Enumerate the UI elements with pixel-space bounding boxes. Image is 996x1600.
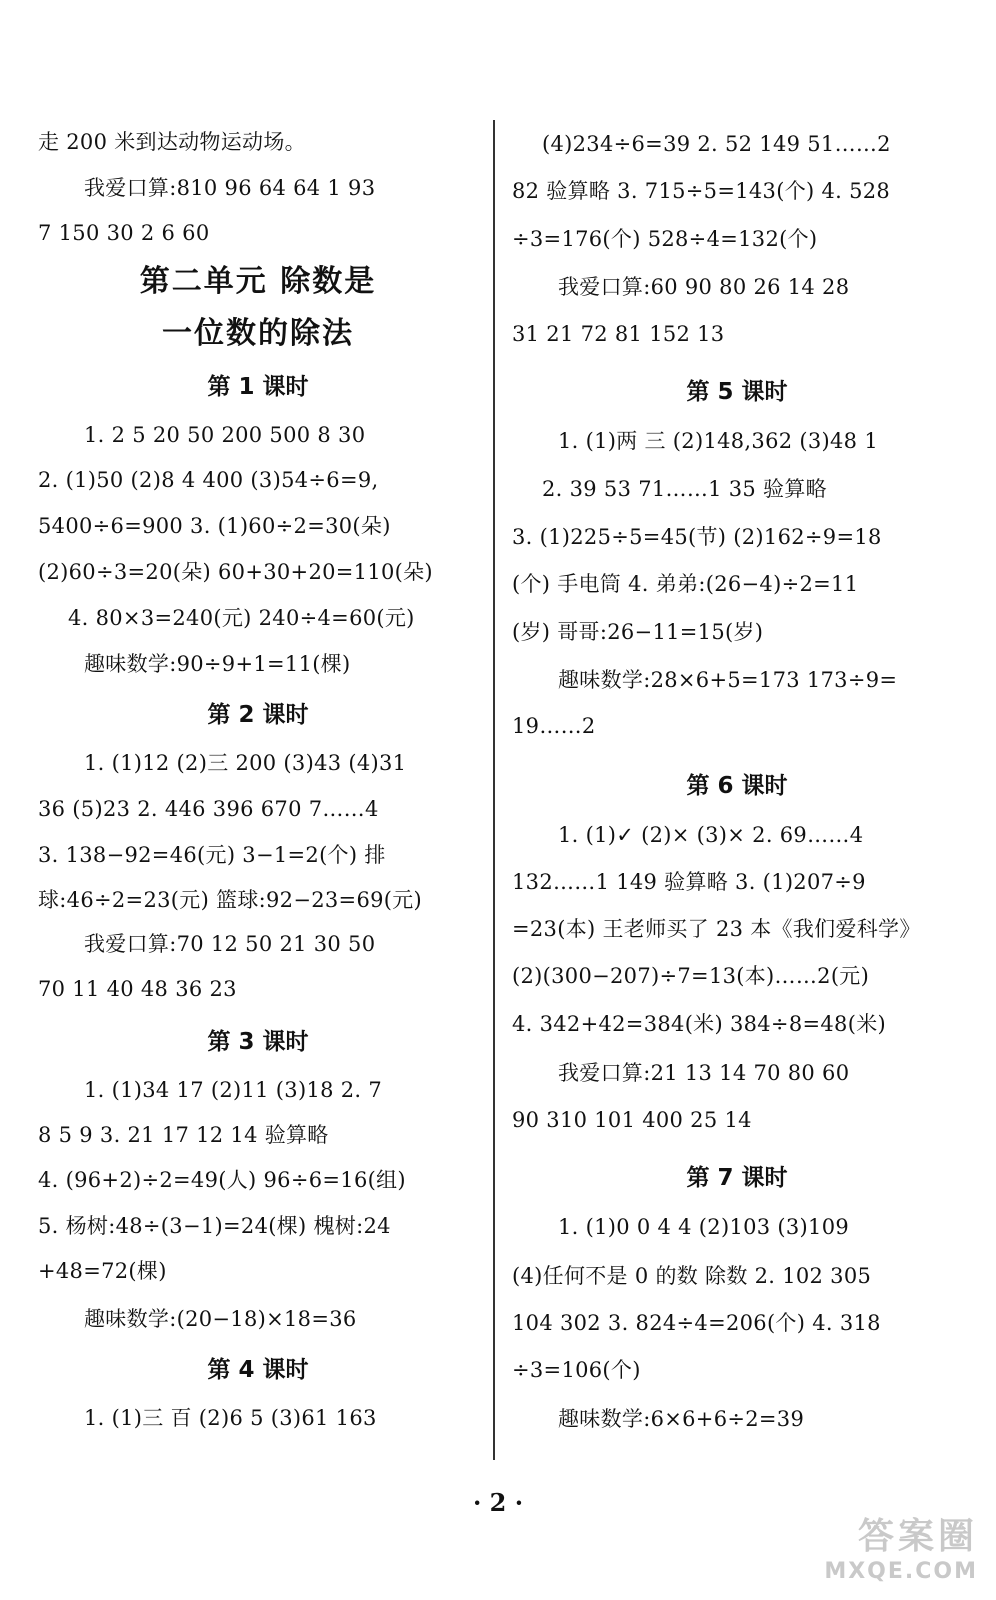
lesson-6-title: 第 6 课时 — [686, 773, 788, 799]
unit-title: 一位数的除法 — [162, 316, 354, 351]
page-number: · 2 · — [472, 1488, 524, 1517]
fun-math-line: 趣味数学:28×6+5=173 173÷9= — [558, 668, 898, 692]
watermark-en: MXQE.COM — [824, 1559, 978, 1584]
answer-line: 82 验算略 3. 715÷5=143(个) 4. 528 — [512, 179, 891, 203]
lesson-1-title: 第 1 课时 — [207, 374, 309, 400]
lesson-2-title: 第 2 课时 — [207, 702, 309, 728]
fun-math-line: 19……2 — [512, 714, 596, 738]
mental-math-line: 我爱口算:70 12 50 21 30 50 — [84, 932, 376, 956]
mental-math-line: 我爱口算:60 90 80 26 14 28 — [558, 275, 850, 299]
answer-line: 1. (1)✓ (2)× (3)× 2. 69……4 — [558, 823, 864, 847]
answer-line: 3. 138−92=46(元) 3−1=2(个) 排 — [38, 843, 386, 867]
answer-line: (4)234÷6=39 2. 52 149 51……2 — [542, 132, 891, 156]
answer-line: (个) 手电筒 4. 弟弟:(26−4)÷2=11 — [512, 572, 859, 596]
mental-math-line: 我爱口算:21 13 14 70 80 60 — [558, 1061, 850, 1085]
answer-line: 8 5 9 3. 21 17 12 14 验算略 — [38, 1123, 329, 1147]
watermark-cn: 答案圈 — [857, 1516, 978, 1557]
answer-line: 1. (1)34 17 (2)11 (3)18 2. 7 — [84, 1078, 383, 1102]
mental-math-line: 70 11 40 48 36 23 — [38, 977, 237, 1001]
fun-math-line: 趣味数学:90÷9+1=11(棵) — [84, 652, 351, 676]
mental-math-line: 90 310 101 400 25 14 — [512, 1108, 752, 1132]
mental-math-line: 我爱口算:810 96 64 64 1 93 — [84, 176, 376, 200]
answer-line: 5400÷6=900 3. (1)60÷2=30(朵) — [38, 514, 391, 538]
mental-math-line: 31 21 72 81 152 13 — [512, 322, 725, 346]
mental-math-line: 7 150 30 2 6 60 — [38, 221, 210, 245]
fun-math-line: 趣味数学:(20−18)×18=36 — [84, 1307, 357, 1331]
answer-line: ÷3=106(个) — [512, 1358, 641, 1382]
answer-line: (岁) 哥哥:26−11=15(岁) — [512, 620, 764, 644]
watermark-logo — [824, 1508, 978, 1584]
lesson-3-title: 第 3 课时 — [207, 1029, 309, 1055]
answer-line: ÷3=176(个) 528÷4=132(个) — [512, 227, 818, 251]
answer-line: 36 (5)23 2. 446 396 670 7……4 — [38, 797, 379, 821]
answer-line: 1. 2 5 20 50 200 500 8 30 — [84, 423, 366, 447]
answer-line: 2. 39 53 71……1 35 验算略 — [542, 477, 827, 501]
answer-line: 132……1 149 验算略 3. (1)207÷9 — [512, 870, 866, 894]
intro-line: 走 200 米到达动物运动场。 — [38, 130, 306, 154]
answer-line: 1. (1)三 百 (2)6 5 (3)61 163 — [84, 1406, 377, 1430]
answer-line: 4. 80×3=240(元) 240÷4=60(元) — [68, 606, 415, 630]
answer-line: 5. 杨树:48÷(3−1)=24(棵) 槐树:24 — [38, 1214, 391, 1238]
answer-line: 4. 342+42=384(米) 384÷8=48(米) — [512, 1012, 886, 1036]
answer-line: =23(本) 王老师买了 23 本《我们爱科学》 — [512, 917, 921, 941]
answer-line: 2. (1)50 (2)8 4 400 (3)54÷6=9, — [38, 468, 379, 492]
answer-line: 1. (1)12 (2)三 200 (3)43 (4)31 — [84, 751, 407, 775]
fun-math-line: 趣味数学:6×6+6÷2=39 — [558, 1407, 805, 1431]
unit-title: 第二单元 除数是 — [139, 264, 377, 299]
lesson-5-title: 第 5 课时 — [686, 379, 788, 405]
lesson-7-title: 第 7 课时 — [686, 1165, 788, 1191]
answer-line: +48=72(棵) — [38, 1259, 167, 1283]
answer-line: (2)60÷3=20(朵) 60+30+20=110(朵) — [38, 560, 433, 584]
answer-line: 4. (96+2)÷2=49(人) 96÷6=16(组) — [38, 1168, 406, 1192]
answer-line: 1. (1)0 0 4 4 (2)103 (3)109 — [558, 1215, 850, 1239]
answer-line: (4)任何不是 0 的数 除数 2. 102 305 — [512, 1264, 872, 1288]
column-divider — [493, 120, 495, 1460]
answer-line: 1. (1)两 三 (2)148,362 (3)48 1 — [558, 429, 878, 453]
answer-line: (2)(300−207)÷7=13(本)……2(元) — [512, 964, 870, 988]
answer-line: 球:46÷2=23(元) 篮球:92−23=69(元) — [38, 888, 423, 912]
lesson-4-title: 第 4 课时 — [207, 1357, 309, 1383]
answer-line: 3. (1)225÷5=45(节) (2)162÷9=18 — [512, 525, 882, 549]
answer-line: 104 302 3. 824÷4=206(个) 4. 318 — [512, 1311, 881, 1335]
